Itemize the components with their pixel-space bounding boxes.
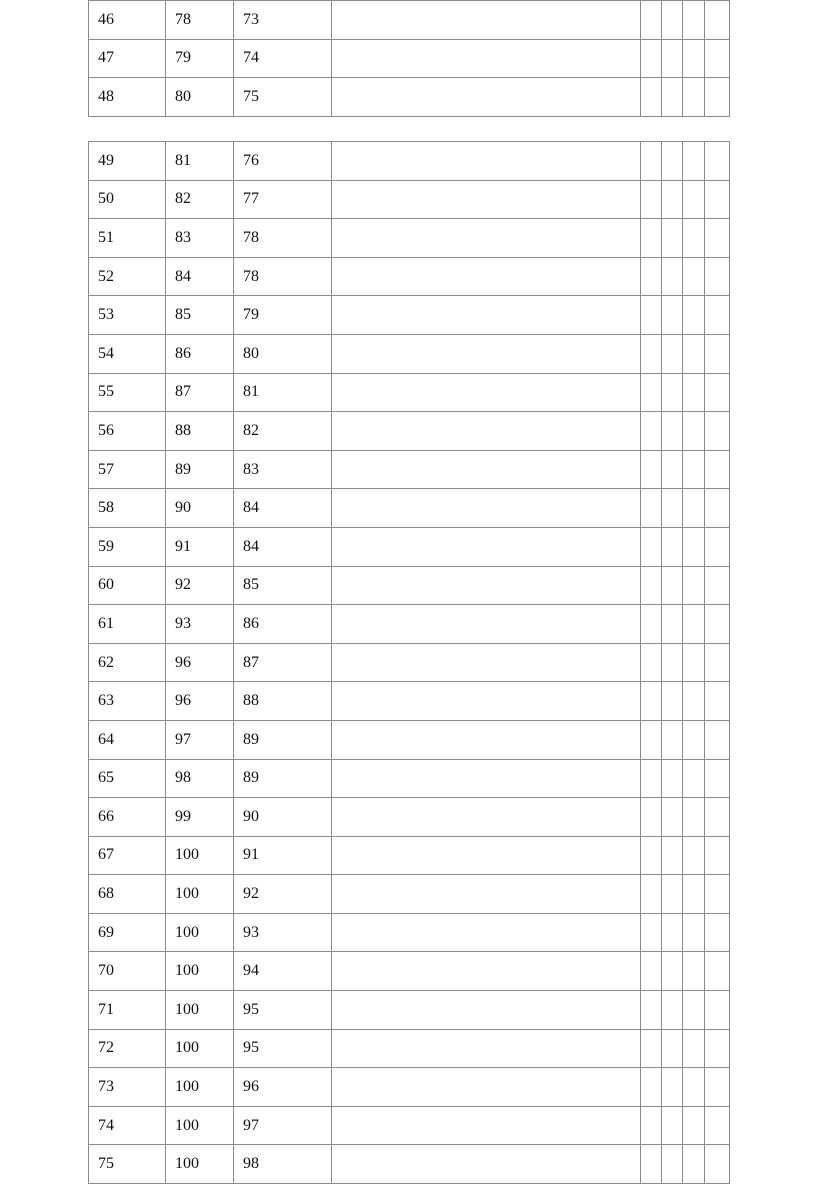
empty-cell [683, 1, 705, 40]
table-row [89, 450, 730, 489]
empty-cell [332, 78, 641, 117]
value-b-cell: 79 [234, 296, 332, 335]
table-row [89, 219, 730, 258]
row-number-cell: 62 [89, 643, 166, 682]
empty-cell [662, 142, 683, 181]
row-number-cell: 60 [89, 566, 166, 605]
empty-cell [332, 952, 641, 991]
value-a-cell: 90 [166, 489, 234, 528]
empty-cell [641, 643, 662, 682]
empty-cell [641, 798, 662, 837]
empty-cell [662, 1106, 683, 1145]
empty-cell [705, 759, 730, 798]
value-b-cell: 84 [234, 489, 332, 528]
empty-cell [641, 759, 662, 798]
empty-cell [332, 1068, 641, 1107]
value-a-cell: 91 [166, 527, 234, 566]
value-a-cell: 99 [166, 798, 234, 837]
row-number-cell: 47 [89, 39, 166, 78]
empty-cell [641, 219, 662, 258]
empty-cell [705, 836, 730, 875]
row-number-cell: 70 [89, 952, 166, 991]
empty-cell [662, 180, 683, 219]
value-b-cell: 91 [234, 836, 332, 875]
value-a-cell: 100 [166, 1145, 234, 1184]
empty-cell [641, 1068, 662, 1107]
table-row [89, 142, 730, 181]
empty-cell [662, 1145, 683, 1184]
empty-cell [683, 1145, 705, 1184]
empty-cell [705, 720, 730, 759]
empty-cell [332, 450, 641, 489]
row-number-cell: 52 [89, 257, 166, 296]
empty-cell [705, 1068, 730, 1107]
empty-cell [332, 798, 641, 837]
value-b-cell: 87 [234, 643, 332, 682]
table-row [89, 798, 730, 837]
empty-cell [332, 720, 641, 759]
value-b-cell: 95 [234, 1029, 332, 1068]
empty-cell [332, 682, 641, 721]
empty-cell [705, 412, 730, 451]
empty-cell [332, 489, 641, 528]
empty-cell [705, 913, 730, 952]
empty-cell [662, 836, 683, 875]
value-b-cell: 81 [234, 373, 332, 412]
value-a-cell: 78 [166, 1, 234, 40]
empty-cell [705, 78, 730, 117]
empty-cell [662, 875, 683, 914]
table-row [89, 643, 730, 682]
empty-cell [641, 450, 662, 489]
value-b-cell: 75 [234, 78, 332, 117]
empty-cell [332, 1, 641, 40]
value-b-cell: 89 [234, 759, 332, 798]
empty-cell [683, 142, 705, 181]
empty-cell [332, 412, 641, 451]
empty-cell [641, 412, 662, 451]
empty-cell [641, 913, 662, 952]
empty-cell [332, 759, 641, 798]
value-a-cell: 96 [166, 682, 234, 721]
value-b-cell: 77 [234, 180, 332, 219]
empty-cell [332, 643, 641, 682]
value-a-cell: 84 [166, 257, 234, 296]
value-b-cell: 90 [234, 798, 332, 837]
empty-cell [662, 257, 683, 296]
empty-cell [705, 142, 730, 181]
empty-cell [662, 913, 683, 952]
empty-cell [683, 991, 705, 1030]
empty-cell [705, 798, 730, 837]
value-b-cell: 76 [234, 142, 332, 181]
empty-cell [662, 219, 683, 258]
value-a-cell: 100 [166, 1029, 234, 1068]
value-b-cell: 98 [234, 1145, 332, 1184]
table-row [89, 836, 730, 875]
row-number-cell: 54 [89, 334, 166, 373]
empty-cell [641, 1029, 662, 1068]
value-a-cell: 80 [166, 78, 234, 117]
value-b-cell: 97 [234, 1106, 332, 1145]
empty-cell [683, 1106, 705, 1145]
empty-cell [705, 39, 730, 78]
empty-cell [332, 875, 641, 914]
value-a-cell: 96 [166, 643, 234, 682]
row-number-cell: 63 [89, 682, 166, 721]
row-number-cell: 73 [89, 1068, 166, 1107]
row-number-cell: 58 [89, 489, 166, 528]
row-number-cell: 55 [89, 373, 166, 412]
table-row [89, 605, 730, 644]
empty-cell [332, 257, 641, 296]
empty-cell [641, 257, 662, 296]
empty-cell [662, 296, 683, 335]
empty-cell [641, 527, 662, 566]
empty-cell [683, 180, 705, 219]
empty-cell [332, 39, 641, 78]
empty-cell [641, 875, 662, 914]
empty-cell [705, 952, 730, 991]
empty-cell [683, 1068, 705, 1107]
empty-cell [641, 605, 662, 644]
value-a-cell: 100 [166, 875, 234, 914]
empty-cell [641, 991, 662, 1030]
table-row [89, 489, 730, 528]
empty-cell [662, 798, 683, 837]
value-b-cell: 93 [234, 913, 332, 952]
table-row [89, 759, 730, 798]
table-row [89, 412, 730, 451]
value-b-cell: 84 [234, 527, 332, 566]
empty-cell [641, 334, 662, 373]
empty-cell [332, 219, 641, 258]
table-row [89, 913, 730, 952]
empty-cell [662, 952, 683, 991]
empty-cell [705, 180, 730, 219]
table-row [89, 78, 730, 117]
empty-cell [705, 489, 730, 528]
empty-cell [662, 78, 683, 117]
empty-cell [683, 913, 705, 952]
row-number-cell: 51 [89, 219, 166, 258]
empty-cell [662, 489, 683, 528]
empty-cell [641, 39, 662, 78]
empty-cell [662, 1029, 683, 1068]
row-number-cell: 64 [89, 720, 166, 759]
table-row [89, 1068, 730, 1107]
value-b-cell: 83 [234, 450, 332, 489]
table-body [89, 142, 730, 1184]
table-row [89, 566, 730, 605]
value-a-cell: 88 [166, 412, 234, 451]
empty-cell [662, 527, 683, 566]
value-a-cell: 85 [166, 296, 234, 335]
empty-cell [683, 489, 705, 528]
empty-cell [662, 605, 683, 644]
value-a-cell: 87 [166, 373, 234, 412]
row-number-cell: 74 [89, 1106, 166, 1145]
table-row [89, 39, 730, 78]
empty-cell [641, 836, 662, 875]
empty-cell [332, 913, 641, 952]
empty-cell [641, 1, 662, 40]
empty-cell [705, 1106, 730, 1145]
empty-cell [641, 489, 662, 528]
empty-cell [683, 1029, 705, 1068]
table-row [89, 334, 730, 373]
value-a-cell: 92 [166, 566, 234, 605]
row-number-cell: 68 [89, 875, 166, 914]
empty-cell [683, 296, 705, 335]
value-b-cell: 78 [234, 219, 332, 258]
value-b-cell: 88 [234, 682, 332, 721]
empty-cell [662, 759, 683, 798]
empty-cell [332, 180, 641, 219]
table-row [89, 991, 730, 1030]
value-a-cell: 86 [166, 334, 234, 373]
row-number-cell: 49 [89, 142, 166, 181]
value-b-cell: 94 [234, 952, 332, 991]
empty-cell [705, 643, 730, 682]
row-number-cell: 57 [89, 450, 166, 489]
value-a-cell: 97 [166, 720, 234, 759]
value-b-cell: 95 [234, 991, 332, 1030]
table-row [89, 373, 730, 412]
empty-cell [683, 39, 705, 78]
empty-cell [683, 566, 705, 605]
value-b-cell: 85 [234, 566, 332, 605]
empty-cell [641, 682, 662, 721]
empty-cell [332, 296, 641, 335]
empty-cell [683, 875, 705, 914]
empty-cell [641, 1145, 662, 1184]
value-a-cell: 100 [166, 1106, 234, 1145]
row-number-cell: 50 [89, 180, 166, 219]
empty-cell [662, 1068, 683, 1107]
row-number-cell: 71 [89, 991, 166, 1030]
empty-cell [641, 1106, 662, 1145]
value-a-cell: 100 [166, 836, 234, 875]
row-number-cell: 56 [89, 412, 166, 451]
empty-cell [683, 373, 705, 412]
empty-cell [641, 296, 662, 335]
value-a-cell: 83 [166, 219, 234, 258]
empty-cell [683, 836, 705, 875]
table-row [89, 1029, 730, 1068]
empty-cell [662, 1, 683, 40]
empty-cell [705, 527, 730, 566]
empty-cell [662, 682, 683, 721]
value-b-cell: 86 [234, 605, 332, 644]
empty-cell [332, 527, 641, 566]
empty-cell [705, 1145, 730, 1184]
score-table-bottom [88, 141, 730, 1184]
value-a-cell: 79 [166, 39, 234, 78]
empty-cell [641, 566, 662, 605]
value-a-cell: 100 [166, 1068, 234, 1107]
table-row [89, 296, 730, 335]
empty-cell [683, 450, 705, 489]
empty-cell [683, 605, 705, 644]
value-a-cell: 81 [166, 142, 234, 181]
empty-cell [662, 991, 683, 1030]
empty-cell [332, 1145, 641, 1184]
table-row [89, 720, 730, 759]
row-number-cell: 66 [89, 798, 166, 837]
row-number-cell: 67 [89, 836, 166, 875]
empty-cell [662, 412, 683, 451]
row-number-cell: 75 [89, 1145, 166, 1184]
empty-cell [683, 219, 705, 258]
empty-cell [641, 720, 662, 759]
empty-cell [683, 682, 705, 721]
value-b-cell: 73 [234, 1, 332, 40]
empty-cell [332, 142, 641, 181]
value-a-cell: 98 [166, 759, 234, 798]
empty-cell [705, 257, 730, 296]
empty-cell [705, 875, 730, 914]
empty-cell [332, 1106, 641, 1145]
table-row [89, 682, 730, 721]
empty-cell [662, 643, 683, 682]
table-row [89, 1145, 730, 1184]
empty-cell [332, 334, 641, 373]
row-number-cell: 46 [89, 1, 166, 40]
value-a-cell: 100 [166, 952, 234, 991]
value-a-cell: 100 [166, 913, 234, 952]
empty-cell [662, 720, 683, 759]
value-a-cell: 89 [166, 450, 234, 489]
empty-cell [641, 142, 662, 181]
table-row [89, 257, 730, 296]
empty-cell [705, 1, 730, 40]
score-table-top [88, 0, 730, 117]
empty-cell [683, 334, 705, 373]
table-row [89, 875, 730, 914]
empty-cell [705, 605, 730, 644]
empty-cell [683, 412, 705, 451]
value-a-cell: 93 [166, 605, 234, 644]
empty-cell [683, 527, 705, 566]
value-a-cell: 100 [166, 991, 234, 1030]
empty-cell [683, 952, 705, 991]
empty-cell [332, 836, 641, 875]
empty-cell [641, 78, 662, 117]
table-body [89, 1, 730, 117]
table-row [89, 180, 730, 219]
empty-cell [332, 373, 641, 412]
row-number-cell: 65 [89, 759, 166, 798]
empty-cell [705, 373, 730, 412]
empty-cell [641, 373, 662, 412]
value-b-cell: 89 [234, 720, 332, 759]
empty-cell [683, 720, 705, 759]
empty-cell [705, 682, 730, 721]
empty-cell [705, 991, 730, 1030]
value-b-cell: 74 [234, 39, 332, 78]
row-number-cell: 53 [89, 296, 166, 335]
table-row [89, 527, 730, 566]
empty-cell [662, 566, 683, 605]
value-a-cell: 82 [166, 180, 234, 219]
row-number-cell: 61 [89, 605, 166, 644]
row-number-cell: 59 [89, 527, 166, 566]
empty-cell [662, 39, 683, 78]
empty-cell [705, 566, 730, 605]
empty-cell [705, 296, 730, 335]
empty-cell [332, 566, 641, 605]
empty-cell [332, 605, 641, 644]
row-number-cell: 48 [89, 78, 166, 117]
table-row [89, 952, 730, 991]
empty-cell [705, 334, 730, 373]
value-b-cell: 82 [234, 412, 332, 451]
table-row [89, 1106, 730, 1145]
row-number-cell: 69 [89, 913, 166, 952]
value-b-cell: 92 [234, 875, 332, 914]
empty-cell [683, 643, 705, 682]
empty-cell [662, 334, 683, 373]
empty-cell [332, 1029, 641, 1068]
empty-cell [332, 991, 641, 1030]
empty-cell [662, 373, 683, 412]
empty-cell [641, 180, 662, 219]
empty-cell [683, 78, 705, 117]
empty-cell [641, 952, 662, 991]
table-row [89, 1, 730, 40]
value-b-cell: 96 [234, 1068, 332, 1107]
value-b-cell: 78 [234, 257, 332, 296]
row-number-cell: 72 [89, 1029, 166, 1068]
empty-cell [683, 798, 705, 837]
empty-cell [683, 257, 705, 296]
empty-cell [662, 450, 683, 489]
empty-cell [705, 450, 730, 489]
empty-cell [683, 759, 705, 798]
empty-cell [705, 1029, 730, 1068]
empty-cell [705, 219, 730, 258]
value-b-cell: 80 [234, 334, 332, 373]
